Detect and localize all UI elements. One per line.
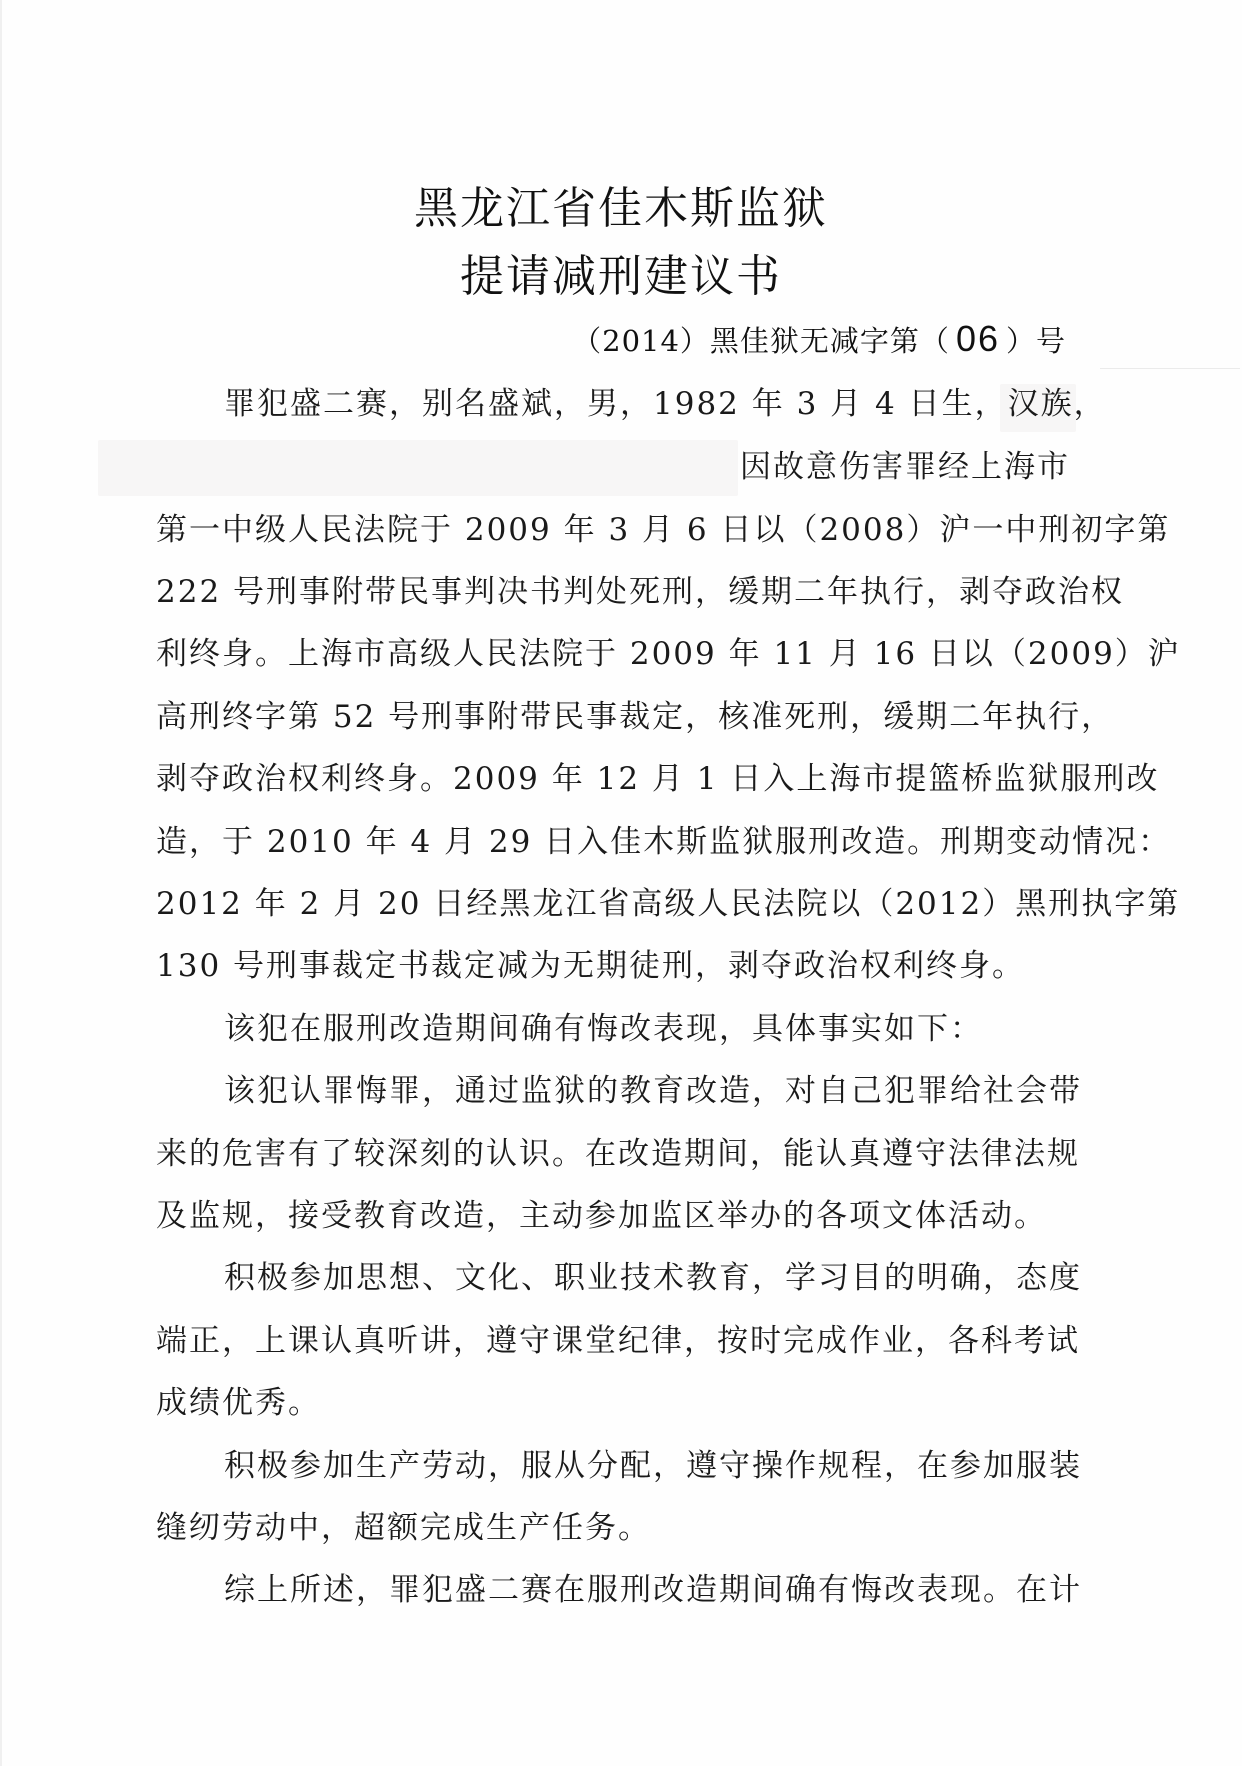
scan-mark [0, 0, 2, 1766]
body-line: 该犯认罪悔罪，通过监狱的教育改造，对自己犯罪给社会带 [224, 1073, 1082, 1109]
body-line: 罪犯盛二赛，别名盛斌，男，1982 年 3 月 4 日生，汉族， [224, 386, 1107, 422]
body-line: 来的危害有了较深刻的认识。在改造期间，能认真遵守法律法规 [156, 1136, 1080, 1172]
body-line: 端正，上课认真听讲，遵守课堂纪律，按时完成作业，各科考试 [156, 1323, 1080, 1359]
body-line: 该犯在服刑改造期间确有悔改表现，具体事实如下： [224, 1011, 983, 1047]
document-number [572, 318, 1066, 360]
scan-mark [1100, 368, 1240, 369]
document-number-value: 06 [955, 318, 1000, 359]
body-line: 缝纫劳动中，超额完成生产任务。 [156, 1510, 651, 1546]
body-line: 造，于 2010 年 4 月 29 日入佳木斯监狱服刑改造。刑期变动情况： [156, 824, 1172, 860]
document-title-line1: 黑龙江省佳木斯监狱 [414, 183, 828, 234]
body-line: 积极参加思想、文化、职业技术教育，学习目的明确，态度 [224, 1260, 1082, 1296]
document-title-line2: 提请减刑建议书 [460, 251, 782, 302]
body-line: 综上所述，罪犯盛二赛在服刑改造期间确有悔改表现。在计 [224, 1572, 1082, 1608]
body-line: 积极参加生产劳动，服从分配，遵守操作规程，在参加服装 [224, 1448, 1082, 1484]
body-line: 2012 年 2 月 20 日经黑龙江省高级人民法院以（2012）黑刑执字第 [156, 886, 1181, 922]
document-number-prefix: （2014）黑佳狱无减字第（ [572, 324, 950, 358]
body-line: 第一中级人民法院于 2009 年 3 月 6 日以（2008）沪一中刑初字第 [156, 512, 1171, 548]
body-line: 高刑终字第 52 号刑事附带民事裁定，核准死刑，缓期二年执行， [156, 699, 1115, 735]
body-line: 130 号刑事裁定书裁定减为无期徒刑，剥夺政治权利终身。 [156, 948, 1026, 984]
body-line: 成绩优秀。 [156, 1385, 321, 1421]
document-number-suffix: ）号 [1005, 324, 1066, 358]
body-line: 因故意伤害罪经上海市 [740, 449, 1070, 485]
body-line: 222 号刑事附带民事判决书判处死刑，缓期二年执行，剥夺政治权 [156, 574, 1125, 610]
body-line: 利终身。上海市高级人民法院于 2009 年 11 月 16 日以（2009）沪 [156, 636, 1181, 672]
body-line: 及监规，接受教育改造，主动参加监区举办的各项文体活动。 [156, 1198, 1047, 1234]
body-line: 剥夺政治权利终身。2009 年 12 月 1 日入上海市提篮桥监狱服刑改 [156, 761, 1160, 797]
